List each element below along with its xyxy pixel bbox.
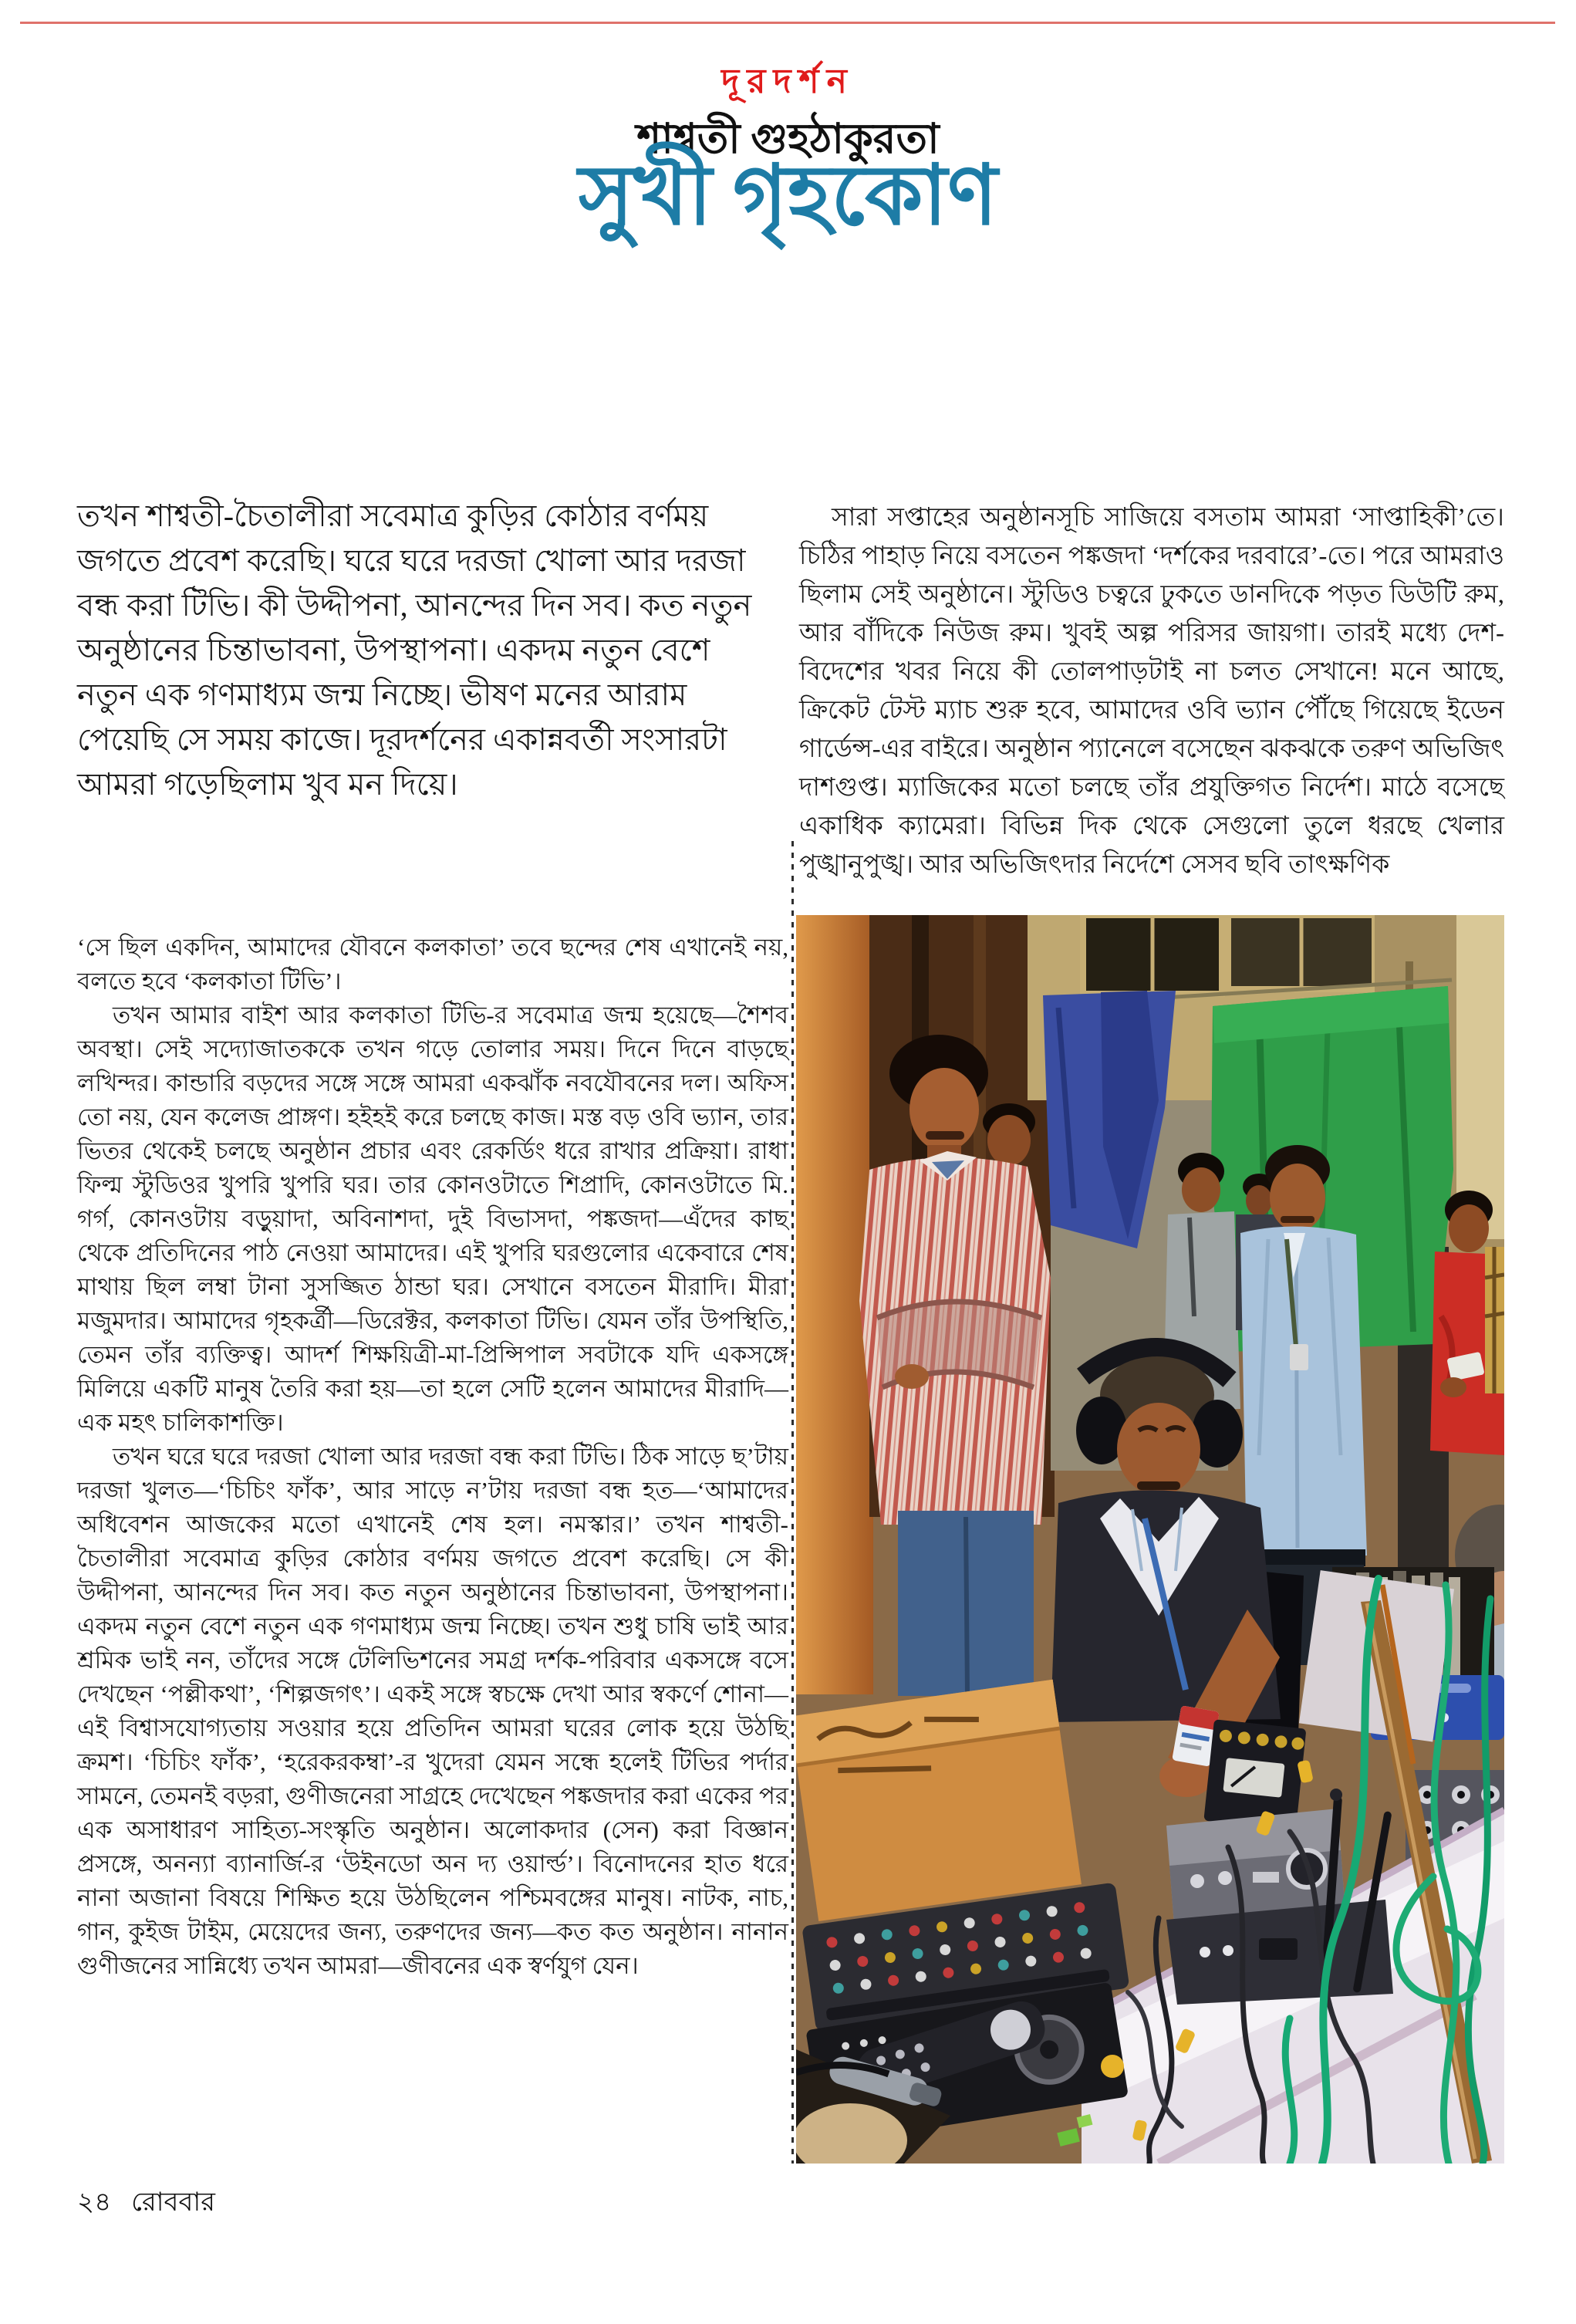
column-divider	[791, 841, 794, 2164]
studio-photo	[796, 915, 1504, 2164]
cardboard-box	[796, 1680, 1082, 1921]
body-column	[77, 931, 788, 1983]
author-name: শাশ্বতী গুহঠাকুরতা	[636, 116, 940, 162]
studio-photo-illustration	[796, 915, 1504, 2164]
footer-page-number: ২৪	[77, 2188, 112, 2217]
footer-magazine-name: রোববার	[131, 2188, 215, 2217]
window-frames	[1083, 915, 1375, 994]
article-title: সুখী গৃহকোণ	[578, 150, 998, 242]
page-top-rule	[20, 22, 1555, 24]
right-intro-paragraph: সারা সপ্তাহের অনুষ্ঠানসূচি সাজিয়ে বসতাম আমরা ‘সাপ্তাহিকী’তে। চিঠির পাহাড় নিয়ে বসতেন পঙ্কজদা ‘দর্শকের দরবারে’-তে। পরে আমরাও ছিলাম সেই অনুষ্ঠানে। স্টুডিও চত্বরে ঢুকতে ডানদিকে পড়ত ডিউটি রুম, আর বাঁদিকে নিউজ রুম। খুবই অল্প পরিসর জায়গা। তারই মধ্যে দেশ-বিদেশের খবর নিয়ে কী তোলপাড়টাই না চলত সেখানে! মনে আছে, ক্রিকেট টেস্ট ম্যাচ শুরু হবে, আমাদের ওবি ভ্যান পৌঁছে গিয়েছে ইডেন গার্ডেন্স-এর বাইরে। অনুষ্ঠান প্যানেলে বসেছেন ঝকঝকে তরুণ অভিজিৎ দাশগুপ্ত। ম্যাজিকের মতো চলছে তাঁর প্রযুক্তিগত নির্দেশ। মাঠে বসেছে একাধিক ক্যামেরা। বিভিন্ন দিক থেকে সেগুলো তুলে ধরছে খেলার পুঙ্খানুপুঙ্খ। আর অভিজিৎদার নির্দেশে সেসব ছবি তাৎক্ষণিক	[799, 504, 1504, 879]
page-footer	[77, 2182, 215, 2226]
body-paragraph: তখন ঘরে ঘরে দরজা খোলা আর দরজা বন্ধ করা টিভি। ঠিক সাড়ে ছ’টায় দরজা খুলত—‘চিচিং ফাঁক’, আর সাড়ে ন’টায় দরজা বন্ধ হত—‘আমাদের অধিবেশন আজকের মতো এখানেই শেষ হল। নমস্কার।’ তখন শাশ্বতী-চৈতালীরা সবেমাত্র কুড়ির কোঠার বর্ণময় জগতে প্রবেশ করেছি। সে কী উদ্দীপনা, আনন্দের দিন সব। কত নতুন অনুষ্ঠানের চিন্তাভাবনা, উপস্থাপনা। একদম নতুন বেশে নতুন এক গণমাধ্যম জন্ম নিচ্ছে। তখন শুধু চাষি ভাই আর শ্রমিক ভাই নন, তাঁদের সঙ্গে টেলিভিশনের সমগ্র দর্শক-পরিবার একসঙ্গে বসে দেখছেন ‘পল্লীকথা’, ‘শিল্পজগৎ’। একই সঙ্গে স্বচক্ষে দেখা আর স্বকর্ণে শোনা—এই বিশ্বাসযোগ্যতায় সওয়ার হয়ে প্রতিদিন আমরা ঘরের লোক হয়ে উঠছি ক্রমশ। ‘চিচিং ফাঁক’, ‘হরেকরকম্বা’-র খুদেরা যেমন সন্ধে হলেই টিভির পর্দার সামনে, তেমনই বড়রা, গুণীজনেরা সাগ্রহে দেখেছেন পঙ্কজদার করা একের পর এক অসাধারণ সাহিত্য-সংস্কৃতি অনুষ্ঠান। অলোকদার (সেন) করা বিজ্ঞান প্রসঙ্গে, অনন্যা ব্যানার্জি-র ‘উইনডো অন দ্য ওয়ার্ল্ড’। বিনোদনের হাত ধরে নানা অজানা বিষয়ে শিক্ষিত হয়ে উঠছিলেন পশ্চিমবঙ্গের মানুষ। নাটক, নাচ, গান, কুইজ টাইম, মেয়েদের জন্য, তরুণদের জন্য—কত কত অনুষ্ঠান। নানান গুণীজনের সান্নিধ্যে তখন আমরা—জীবনের এক স্বর্ণযুগ যেন।	[77, 1443, 788, 1979]
lede-paragraph: তখন শাশ্বতী-চৈতালীরা সবেমাত্র কুড়ির কোঠার বর্ণময় জগতে প্রবেশ করেছি। ঘরে ঘরে দরজা খোলা আর দরজা বন্ধ করা টিভি। কী উদ্দীপনা, আনন্দের দিন সব। কত নতুন অনুষ্ঠানের চিন্তাভাবনা, উপস্থাপনা। একদম নতুন বেশে নতুন এক গণমাধ্যম জন্ম নিচ্ছে। ভীষণ মনের আরাম পেয়েছি সে সময় কাজে। দূরদর্শনের একান্নবর্তী সংসারটা আমরা গড়েছিলাম খুব মন দিয়ে।	[77, 498, 752, 802]
section-kicker: দূরদর্শন	[721, 62, 855, 100]
body-paragraph: তখন আমার বাইশ আর কলকাতা টিভি-র সবেমাত্র জন্ম হয়েছে—শৈশব অবস্থা। সেই সদ্যোজাতককে তখন গড়ে তোলার সময়। দিনে দিনে বাড়ছে লখিন্দর। কান্ডারি বড়দের সঙ্গে সঙ্গে আমরা একঝাঁক নবযৌবনের দল। অফিস তো নয়, যেন কলেজ প্রাঙ্গণ। হইহই করে চলছে কাজ। মস্ত বড় ওবি ভ্যান, তার ভিতর থেকেই চলছে অনুষ্ঠান প্রচার এবং রেকর্ডিং ধরে রাখার প্রক্রিয়া। রাধা ফিল্ম স্টুডিওর খুপরি খুপরি ঘর। তার কোনওটাতে শিপ্রাদি, কোনওটাতে মি. গর্গ, কোনওটায় বড়ুয়াদা, অবিনাশদা, দুই বিভাসদা, পঙ্কজদা—এঁদের কাছ থেকে প্রতিদিনের পাঠ নেওয়া আমাদের। এই খুপরি ঘরগুলোর একেবারে শেষ মাথায় ছিল লম্বা টানা সুসজ্জিত ঠান্ডা ঘর। সেখানে বসতেন মীরাদি। মীরা মজুমদার। আমাদের গৃহকর্ত্রী—ডিরেক্টর, কলকাতা টিভি। যেমন তাঁর উপস্থিতি, তেমন তাঁর ব্যক্তিত্ব। আদর্শ শিক্ষয়িত্রী-মা-প্রিন্সিপাল সবটাকে যদি একসঙ্গে মিলিয়ে একটি মানুষ তৈরি করা হয়—তা হলে সেটি হলেন আমাদের মীরাদি—এক মহৎ চালিকাশক্তি।	[77, 1002, 788, 1436]
body-paragraph: ‘সে ছিল একদিন, আমাদের যৌবনে কলকাতা’ তবে ছন্দের শেষ এখানেই নয়, বলতে হবে ‘কলকাতা টিভি’।	[77, 934, 788, 995]
